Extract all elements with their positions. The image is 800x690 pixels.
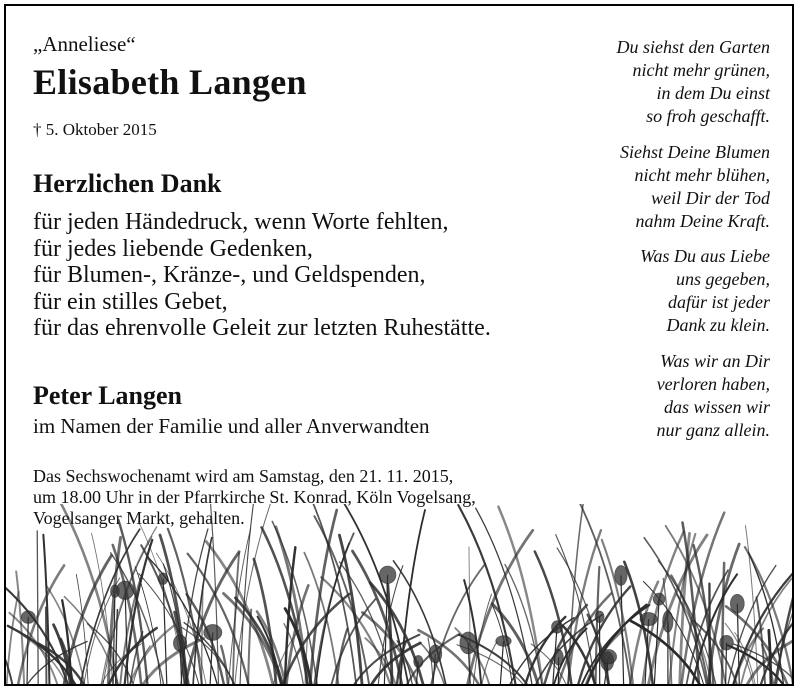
- thistle-head: [663, 611, 673, 632]
- obituary-frame: [4, 4, 794, 686]
- grass-blade: [769, 630, 771, 684]
- poem-line: das wissen wir: [663, 396, 770, 417]
- thistle-stem: [500, 641, 503, 684]
- poem-line: nicht mehr grünen,: [632, 60, 770, 80]
- poem-stanza: [617, 36, 770, 128]
- poem-line: weil Dir der Tod: [651, 187, 770, 208]
- poem-line: Was wir an Dir: [660, 350, 770, 371]
- poem-line: nur ganz allein.: [656, 419, 770, 440]
- thanks-line: für jeden Händedruck, wenn Worte fehlten,: [33, 209, 449, 235]
- thistle-head: [640, 613, 657, 626]
- thistle-head: [552, 621, 563, 633]
- grass-blade: [16, 571, 24, 684]
- thistle-stem: [27, 617, 28, 684]
- thistle-head: [595, 611, 604, 622]
- grass-blade: [37, 531, 38, 684]
- thanks-heading: Herzlichen Dank: [33, 169, 222, 198]
- grass-blade: [431, 564, 486, 684]
- grass-blade: [793, 578, 794, 684]
- grass-blade: [254, 559, 276, 684]
- poem-stanza: [617, 141, 770, 233]
- thanks-line: für jedes liebende Gedenken,: [33, 235, 313, 262]
- thistle-head: [174, 635, 187, 651]
- poem-line: Du siehst den Garten: [616, 37, 770, 57]
- thistle-head: [653, 593, 664, 605]
- poem-stanza: [617, 350, 770, 442]
- sender-subtitle: im Namen der Familie und aller Anverwandten: [33, 414, 430, 438]
- thanks-line: für ein stilles Gebet,: [33, 288, 228, 315]
- sender-name: Peter Langen: [33, 381, 182, 410]
- poem-line: nicht mehr blühen,: [634, 164, 770, 185]
- poem-line: verloren haben,: [656, 373, 770, 394]
- thistle-head: [414, 656, 423, 668]
- grass-border-image: [6, 504, 794, 684]
- thistle-head: [379, 566, 395, 583]
- grass-blade: [18, 565, 64, 684]
- poem-line: in dem Du einst: [656, 83, 770, 103]
- thistle-head: [21, 611, 35, 623]
- grass-blade: [476, 508, 532, 684]
- thistle-head: [429, 645, 442, 663]
- thistle-head: [615, 566, 627, 586]
- poem-line: uns gegeben,: [676, 269, 770, 289]
- poem-line: Dank zu klein.: [666, 315, 770, 335]
- thistle-head: [496, 636, 511, 646]
- grass-blade: [233, 553, 239, 684]
- poem: [617, 36, 770, 454]
- thistle-head: [720, 635, 733, 649]
- thanks-line: für das ehrenvolle Geleit zur letzten Ruhestätte.: [33, 315, 491, 341]
- grass-blade: [310, 510, 337, 684]
- grass-blade: [596, 567, 600, 684]
- thanks-line: für Blumen-, Kränze-, und Geldspenden,: [33, 262, 426, 288]
- poem-line: Siehst Deine Blumen: [620, 141, 770, 162]
- thistle-head: [554, 650, 563, 666]
- thistle-head: [116, 581, 133, 599]
- thistle-head: [460, 632, 476, 654]
- notice-line: Vogelsanger Markt, gehalten.: [33, 508, 245, 528]
- death-date: † 5. Oktober 2015: [33, 120, 157, 139]
- thistle-head: [158, 573, 167, 584]
- thistle-head: [731, 594, 745, 612]
- poem-line: dafür ist jeder: [668, 292, 770, 312]
- poem-line: so froh geschafft.: [646, 106, 770, 126]
- grass-blade: [316, 543, 349, 684]
- poem-line: nahm Deine Kraft.: [635, 210, 770, 231]
- nickname: „Anneliese“: [33, 32, 136, 56]
- deceased-name: Elisabeth Langen: [33, 62, 307, 102]
- thistle-head: [600, 650, 616, 664]
- poem-stanza: [617, 245, 770, 337]
- notice-line: Das Sechswochenamt wird am Samstag, den 21. 11. 2015,: [33, 466, 454, 486]
- poem-line: Was Du aus Liebe: [640, 246, 770, 266]
- thistle-head: [204, 625, 222, 641]
- thanks-list: [33, 209, 491, 342]
- notice-line: um 18.00 Uhr in der Pfarrkirche St. Konrad, Köln Vogelsang,: [33, 487, 476, 507]
